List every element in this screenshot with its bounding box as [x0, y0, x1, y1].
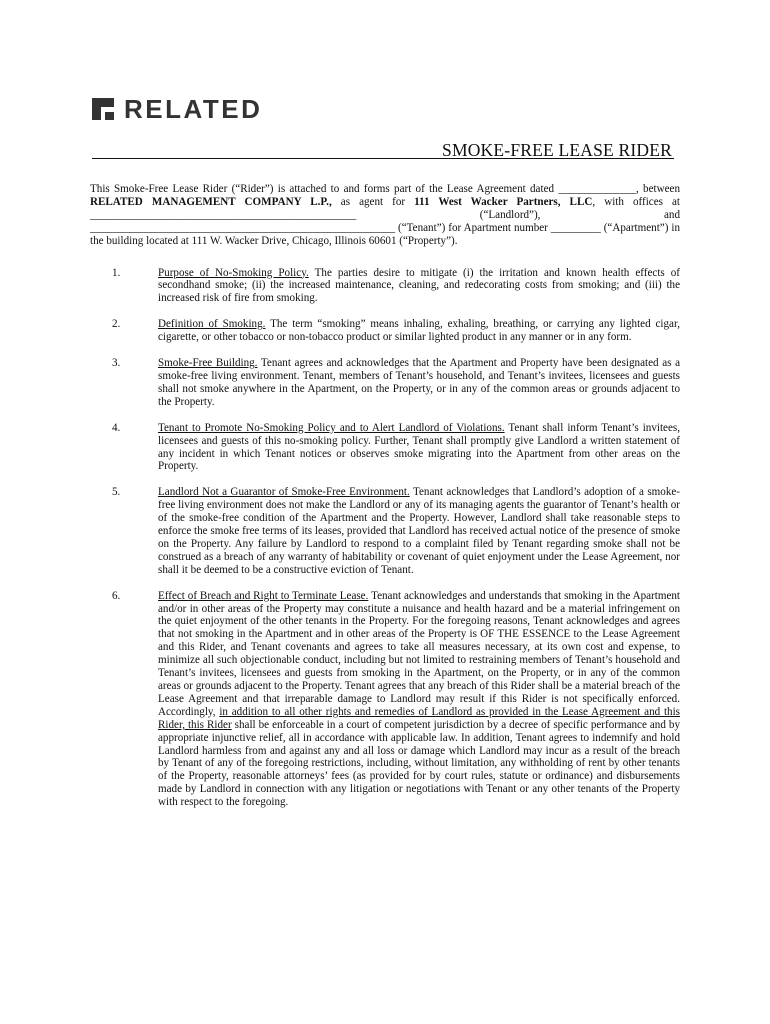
section-5	[90, 486, 680, 576]
owner-name: 111 West Wacker Partners, LLC	[414, 195, 593, 208]
section-text: Tenant agrees and acknowledges that the Apartment and Property have been designated as a smoke-free living environment. Tenant, members of Tenant’s household, and Tenant’s invitees, licensees and guests shall not smoke anywhere in the Apartment, on the Property, or in any of the common areas or grounds adjacent to the Property.	[158, 357, 680, 408]
section-6	[90, 590, 680, 809]
section-body	[158, 318, 680, 344]
intro-text: as agent for	[331, 195, 415, 208]
section-text: The term “smoking” means inhaling, exhaling, breathing, or carrying any lighted cigar, cigarette, or other tobacco or non-tobacco product or similar lighted product in any manner or in any form.	[158, 318, 680, 344]
intro-text: This Smoke-Free Lease Rider (“Rider”) is attached to and forms part of the Lease Agreement dated ______________, between	[90, 183, 680, 195]
section-text: Tenant acknowledges and understands that smoking in the Apartment and/or in other areas of the Property may constitute a nuisance and health hazard and be a material infringement on the quiet enjoyment of the other tenants in the Property. For the foregoing reasons, Tenant acknowledges and agrees that not smoking in the Apartment and in other areas of the Property is OF THE ESSENCE to the Lease Agreement and this Rider, and Tenant covenants and agrees to take all measures necessary, at its own cost and expense, to minimize all such objectionable conduct, including but not limited to restraining members of Tenant’s household and Tenant’s invitees, licensees and guests from smoking in the Apartment, on the Property, or in any of the common areas or grounds adjacent to the Property. Tenant agrees that any breach of this Rider shall be a material breach of the Lease Agreement and that irreparable damage to Landlord may result if this Rider is not specifically enforced. Accordingly,	[158, 589, 681, 718]
logo-mark-icon	[92, 98, 114, 120]
section-2	[90, 318, 680, 344]
section-heading: Effect of Breach and Right to Terminate Lease.	[158, 589, 369, 602]
section-heading: Tenant to Promote No-Smoking Policy and to Alert Landlord of Violations.	[158, 421, 505, 434]
section-number: 5.	[112, 486, 121, 499]
section-body	[158, 422, 680, 474]
section-number: 3.	[112, 357, 121, 370]
section-heading: Landlord Not a Guarantor of Smoke-Free Environment.	[158, 486, 410, 499]
logo-wordmark: RELATED	[124, 94, 263, 124]
section-underlined-clause: in addition to all other rights and remedies of Landlord as provided in the Lease Agreement and this Rider, this Rider	[158, 705, 681, 731]
section-text: shall be enforceable in a court of competent jurisdiction by a decree of specific performance and by appropriate injunctive relief, all in accordance with applicable law. In addition, Tenant agrees to indemnify and hold Landlord harmless from and against any and all loss or damage which Landlord may incur as a result of the breach by Tenant of any of the foregoing restrictions, including, without limitation, any withholding of rent by other tenants of the Property, reasonable attorneys’ fees (as provided for by court rules, statute or ordinance) and disbursements made by Landlord in connection with any litigation or negotiations with Tenant or any other tenants of the Property with respect to the foregoing.	[158, 718, 680, 809]
section-body	[158, 267, 680, 306]
section-number: 6.	[112, 589, 121, 602]
section-heading: Definition of Smoking.	[158, 318, 266, 331]
section-number: 4.	[112, 421, 121, 434]
section-heading: Purpose of No-Smoking Policy.	[158, 266, 309, 279]
section-text: Tenant shall inform Tenant’s invitees, licensees and guests of this no-smoking policy. Further, Tenant shall promptly give Landlord a written statement of any incident in which Tenant notices or observes smoke migrating into the Apartment from other areas on the Property.	[158, 421, 680, 473]
section-body	[158, 590, 680, 809]
section-1	[90, 267, 680, 306]
intro-paragraph	[90, 183, 680, 248]
document-title: SMOKE-FREE LEASE RIDER	[442, 140, 672, 160]
intro-text: , with offices at ________________________________________________ (“Landlord”), and _______________________________________________________ (“Tenant”) for Apartment number _________ (“Apartment”) in the building located at 111 W. Wacker Drive, Chicago, Illinois 60601 (“Property”).	[90, 195, 680, 247]
company-logo	[92, 96, 262, 122]
section-number: 2.	[112, 318, 121, 331]
section-4	[90, 422, 680, 474]
section-3	[90, 357, 680, 409]
section-number: 1.	[112, 266, 121, 279]
section-body	[158, 486, 680, 576]
company-name: RELATED MANAGEMENT COMPANY L.P.,	[90, 195, 332, 208]
section-text: The parties desire to mitigate (i) the irritation and known health effects of secondhand smoke; (ii) the increased maintenance, cleaning, and redecorating costs from smoking; and (iii) the increased risk of fire from smoking.	[158, 266, 680, 305]
section-heading: Smoke-Free Building.	[158, 357, 258, 370]
title-rule	[92, 136, 674, 159]
section-body	[158, 357, 680, 409]
section-text: Tenant acknowledges that Landlord’s adoption of a smoke-free living environment does not make the Landlord or any of its managing agents the guarantor of Tenant’s health or of the smoke-free condition of the Apartment and the Property. However, Landlord shall take reasonable steps to enforce the smoke free terms of its leases, provided that Landlord has received actual notice of the presence of smoke on the Property. Any failure by Landlord to respond to a complaint filed by Tenant regarding smoke shall not be construed as a breach of any warranty of habitability or covenant of quiet enjoyment under the Lease Agreement, nor shall it be deemed to be a constructive eviction of Tenant.	[158, 486, 680, 576]
document-body	[90, 183, 680, 822]
